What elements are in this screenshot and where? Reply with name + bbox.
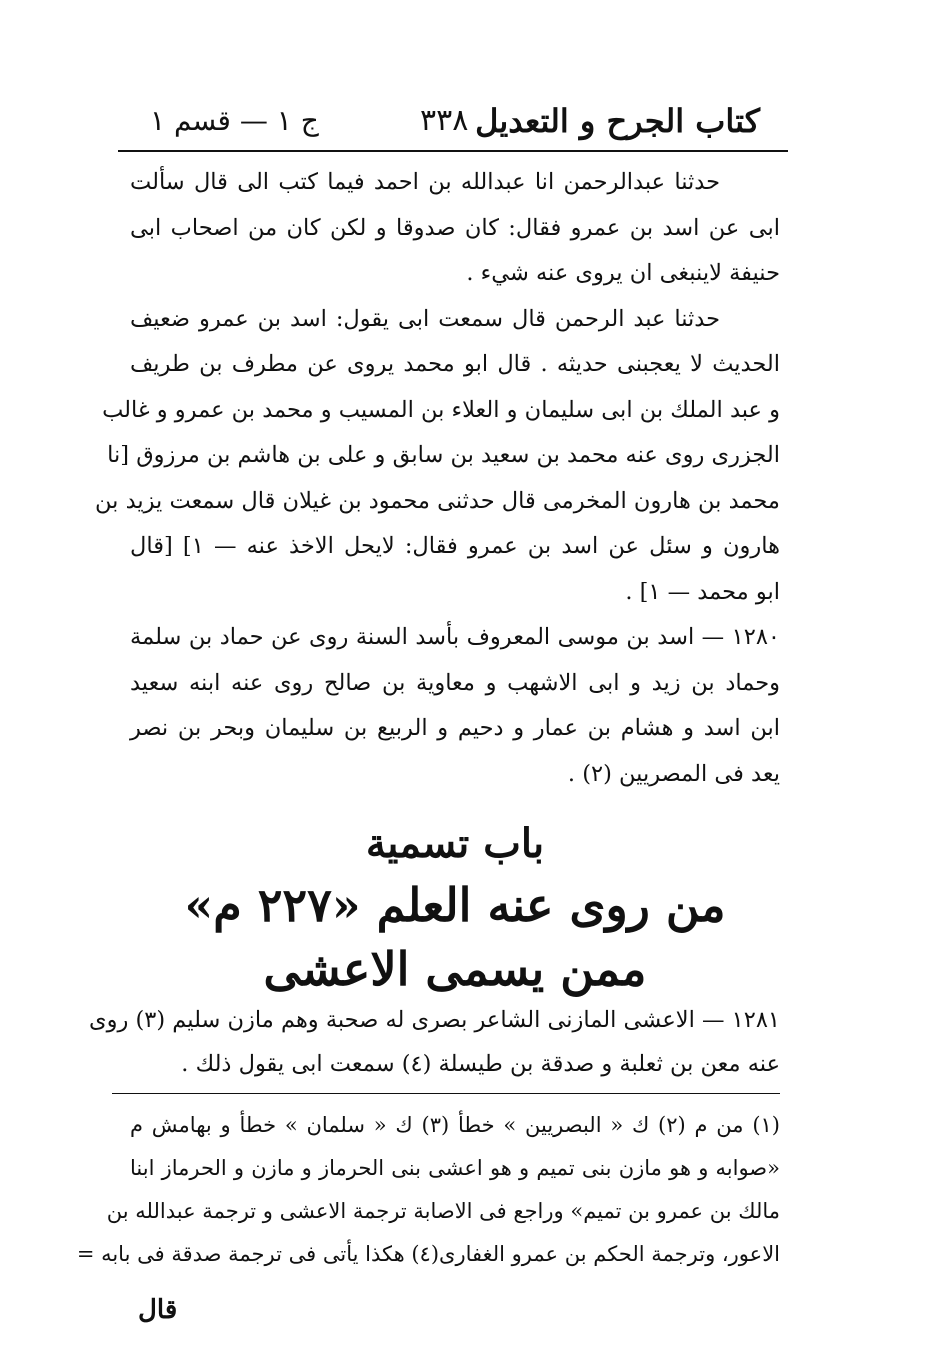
entry-1280-line: ١٢٨٠ — اسد بن موسى المعروف بأسد السنة روى عن حماد بن سلمة: [130, 624, 780, 650]
footnote-line: (١) من م (٢) ك « البصريين » خطأ (٣) ك « سلمان » خطأ و بهامش م: [130, 1113, 780, 1137]
text-line: عنه معن بن ثعلبة و صدقة بن طيسلة (٤) سمعت ابى يقول ذلك .: [181, 1051, 780, 1077]
main-text: [95, 160, 781, 797]
text-line: حدثنا عبد الرحمن قال سمعت ابى يقول: اسد بن عمرو ضعيف: [130, 305, 720, 332]
heading-line-1: باب تسمية: [365, 820, 545, 867]
text-line: يعد فى المصريين (٢) .: [567, 760, 780, 787]
volume-label: ج ١ — قسم ١: [150, 104, 319, 137]
page-number: ٣٣٨: [420, 103, 469, 138]
page-header: [120, 96, 790, 146]
footnote-line: مالك بن عمرو بن تميم» وراجع فى الاصابة ترجمة الاعشى و ترجمة عبدالله بن: [106, 1199, 780, 1223]
entry-1281-line: ١٢٨١ — الاعشى المازنى الشاعر بصرى له صحبة وهم مازن سليم (٣) روى: [89, 1007, 780, 1033]
text-line: حنيفة لاينبغى ان يروى عنه شيء .: [466, 260, 780, 286]
text-line: الحديث لا يعجبنى حديثه . قال ابو محمد يروى عن مطرف بن طريف: [130, 351, 780, 377]
footnote-line: الاعور، وترجمة الحكم بن عمرو الغفارى(٤) هكذا يأتى فى ترجمة صدقة فى بابه =: [76, 1242, 780, 1266]
text-line: حدثنا عبدالرحمن انا عبدالله بن احمد فيما كتب الى قال سألت: [130, 169, 720, 195]
footnote-line: «صوابه و هو مازن بنى تميم و هو اعشى بنى الحرماز و مازن و الحرماز ابنا: [130, 1156, 780, 1180]
catchword: قال: [138, 1295, 178, 1325]
text-line: ابى عن اسد بن عمرو فقال: كان صدوقا و لكن كان من اصحاب ابى: [130, 214, 780, 241]
text-line: ابن اسد و هشام بن عمار و دحيم و الربيع بن سليمان وبحر بن نصر: [130, 715, 780, 741]
text-line: وحماد بن زيد و ابى الاشهب و معاوية بن صالح روى عنه ابنه سعيد: [130, 669, 780, 696]
footnote-rule: [112, 1093, 780, 1094]
section-heading: [130, 815, 780, 1001]
footnotes: [76, 1104, 780, 1276]
heading-line-3: ممن يسمى الاعشى: [263, 942, 647, 996]
entry-1281: [89, 998, 780, 1086]
header-rule: [118, 150, 788, 152]
text-line: الجزرى روى عنه محمد بن سعيد بن سابق و على بن هاشم بن مرزوق [نا: [107, 442, 780, 468]
text-line: محمد بن هارون المخرمى قال حدثنى محمود بن غيلان قال سمعت يزيد بن: [95, 487, 780, 514]
text-line: ابو محمد — ١] .: [625, 578, 780, 605]
heading-line-2: من روى عنه العلم «٢٢٧ م»: [184, 878, 726, 932]
text-line: و عبد الملك بن ابى سليمان و العلاء بن المسيب و محمد بن عمرو و غالب: [102, 396, 780, 423]
text-line: هارون و سئل عن اسد بن عمرو فقال: لايحل الاخذ عنه — ١] [قال: [130, 533, 781, 559]
book-title: كتاب الجرح و التعديل: [475, 102, 760, 140]
